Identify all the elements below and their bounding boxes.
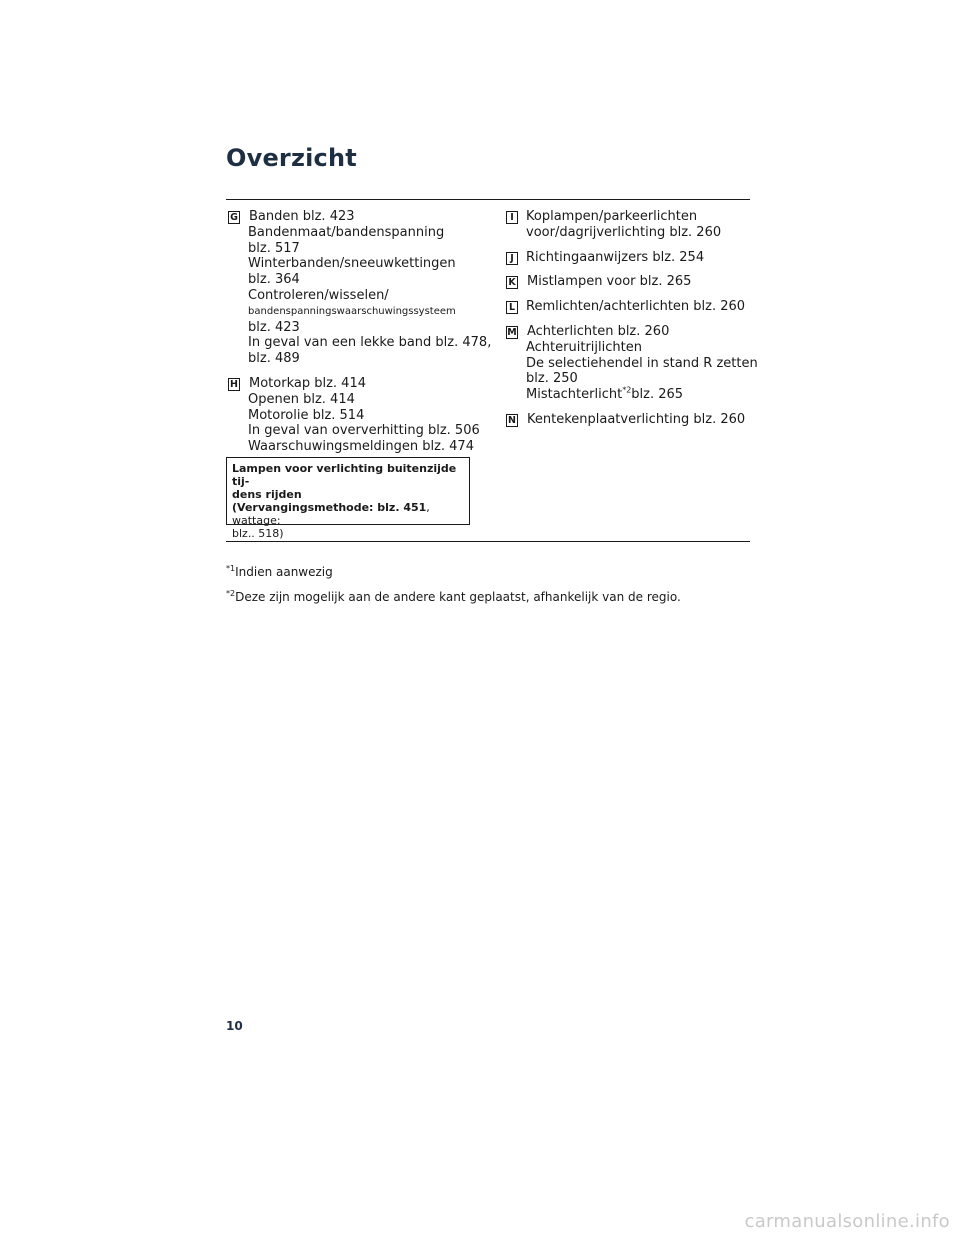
entry-line: Koplampen/parkeerlichten <box>526 209 698 224</box>
lamp-info-box <box>226 457 470 540</box>
entry-line: blz. 364 <box>248 272 300 288</box>
entry-line <box>526 387 756 403</box>
lamp-box-line: dens rijden <box>232 488 302 501</box>
entry-line: Achteruitrijlichten <box>526 339 642 355</box>
entry-line: Bandenmaat/bandenspanning <box>248 224 445 240</box>
entry-j <box>506 250 756 266</box>
key-badge-k: K <box>506 276 518 289</box>
entry-line: Controleren/wisselen/ <box>248 287 389 303</box>
lamp-box-line <box>232 501 464 527</box>
key-badge-n: N <box>506 414 518 427</box>
entry-n <box>506 412 756 428</box>
footnote-mark: *2 <box>226 589 236 598</box>
lamp-box-method: (Vervangingsmethode: blz. 451 <box>232 501 427 514</box>
entry-line: Richtingaanwijzers blz. 254 <box>526 249 705 265</box>
entry-i <box>506 209 756 241</box>
entry-line: blz. 489 <box>248 351 300 367</box>
lamp-box-line: blz.. 518) <box>232 527 284 540</box>
entry-line: Remlichten/achterlichten blz. 260 <box>526 299 746 315</box>
lamp-box-line: Lampen voor verlichting buitenzijde tij- <box>232 462 457 488</box>
entry-line: blz. 517 <box>248 240 300 256</box>
rear-fog-page: blz. 265 <box>631 387 684 403</box>
entry-g <box>228 209 492 367</box>
entry-m <box>506 324 756 403</box>
lamp-box-wattage: , wattage: <box>232 501 430 527</box>
entry-h <box>228 376 478 455</box>
footnote-text: Deze zijn mogelijk aan de andere kant geplaatst, afhankelijk van de regio. <box>235 590 681 604</box>
entry-line: De selectiehendel in stand R zetten <box>526 355 758 371</box>
footnotes <box>226 564 756 614</box>
entry-line: Achterlichten blz. 260 <box>527 323 670 339</box>
entry-line: Waarschuwingsmeldingen blz. 474 <box>248 439 474 455</box>
entry-line: voor/dagrijverlichting blz. 260 <box>526 224 722 240</box>
entry-line: Winterbanden/sneeuwkettingen <box>248 256 456 272</box>
key-badge-j: J <box>506 252 518 265</box>
entry-line: Openen blz. 414 <box>248 391 355 407</box>
key-badge-h: H <box>228 378 240 391</box>
entry-line: Kentekenplaatverlichting blz. 260 <box>527 411 746 427</box>
bottom-divider <box>226 541 750 542</box>
entry-line: blz. 423 <box>248 319 300 335</box>
footnote-1 <box>226 564 756 580</box>
page-number: 10 <box>226 1019 243 1033</box>
watermark: carmanualsonline.info <box>744 1211 950 1232</box>
entry-line: Motorolie blz. 514 <box>248 407 365 423</box>
footnote-ref: *2 <box>622 385 632 395</box>
entry-line: In geval van oververhitting blz. 506 <box>248 423 480 439</box>
entry-line: Banden blz. 423 <box>249 209 355 224</box>
rear-fog-label: Mistachterlicht <box>526 387 623 403</box>
entry-l <box>506 299 756 315</box>
entry-line: Motorkap blz. 414 <box>249 375 366 391</box>
page-title: Overzicht <box>226 144 357 172</box>
right-column <box>506 209 756 437</box>
entry-line: In geval van een lekke band blz. 478, <box>248 335 492 351</box>
key-badge-l: L <box>506 301 518 314</box>
entry-line: Mistlampen voor blz. 265 <box>527 274 692 290</box>
entry-line: blz. 250 <box>526 371 578 387</box>
key-badge-m: M <box>507 326 517 338</box>
key-badge-g: G <box>228 211 240 224</box>
footnote-2 <box>226 589 756 605</box>
entry-line: bandenspanningswaarschuwingssysteem <box>248 305 456 317</box>
footnote-text: Indien aanwezig <box>235 565 333 579</box>
key-badge-i: I <box>506 211 518 224</box>
entry-k <box>506 274 756 290</box>
top-divider <box>226 199 750 200</box>
left-column <box>228 209 492 464</box>
footnote-mark: *1 <box>226 564 236 573</box>
